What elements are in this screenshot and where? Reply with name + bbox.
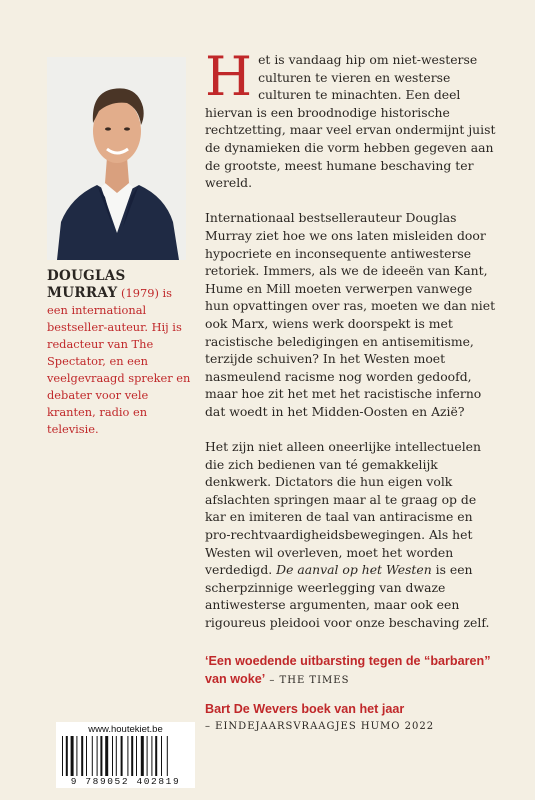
- quote-source: – EINDEJAARSVRAAGJES HUMO 2022: [205, 721, 435, 732]
- author-bio-text: (1979) is een international bestseller-auteur. Hij is redacteur van The Spectator, en een veelgevraagd spreker en debater voor vele kranten, radio en televisie.: [47, 286, 191, 436]
- blurb-text: [205, 45, 497, 649]
- book-title-italic: De aanval op het Westen: [276, 562, 432, 578]
- publisher-url: www.houtekiet.be: [88, 724, 163, 735]
- author-photo: [47, 57, 186, 260]
- isbn-number: 9 789052 402819: [70, 776, 181, 787]
- barcode: [56, 722, 195, 788]
- author-portrait-illustration: [47, 57, 186, 260]
- quote-source: – THE TIMES: [265, 675, 350, 686]
- quote-text: ‘Een woedende uitbarsting tegen de “barbaren” van woke’: [205, 654, 491, 686]
- quote-text: Bart De Wevers boek van het jaar: [205, 702, 405, 716]
- barcode-bars-icon: [62, 736, 189, 776]
- paragraph-3-text-b: is een scherpzinnige weerlegging van dwaze antiwesterse argumenten, maar ook een rigoureus pleidooi voor onze beschaving zelf.: [205, 562, 490, 630]
- author-bio: [47, 268, 195, 438]
- paragraph-3: [205, 438, 497, 632]
- press-quote-humo: [205, 700, 505, 736]
- drop-cap: H: [205, 45, 253, 108]
- paragraph-2: Internationaal bestsellerauteur Douglas Murray ziet hoe we ons laten misleiden door hypocriete en inconsequente antiwesterse retoriek. Immers, als we de ideeën van Kant, Hume en Mill moeten verwerpen vanwege hun opvattingen over ras, moeten we dan niet ook Marx, wiens werk doorspekt is met racistische beledigingen en antisemitisme, terzijde schuiven? In het Westen moet nasmeulend racisme nog worden gedoofd, maar hoe zit het met het racistische inferno dat woedt in het Midden-Oosten en Azië?: [205, 210, 496, 419]
- paragraph-1-text: et is vandaag hip om niet-westerse culturen te vieren en westerse culturen te minachten. Een deel hiervan is een broodnodige historische rechtzetting, maar veel ervan ondermijnt juist de dynamieken die vorm hebben gegeven aan de grootste, meest humane beschaving ter wereld.: [205, 52, 496, 191]
- author-name: DOUGLAS MURRAY: [47, 268, 126, 301]
- press-quote-times: [205, 652, 505, 690]
- paragraph-3-text-a: Het zijn niet alleen oneerlijke intellectuelen die zich bedienen van té gemakkelijk denkwerk. Dictators die hun eigen volk afslachten springen maar al te graag op de kar en imiteren de taal van antiracisme en pro-rechtvaardigheidsbewegingen. Als het Westen wil overleven, moet het worden verdedigd.: [205, 439, 481, 578]
- paragraph-1: [205, 45, 497, 192]
